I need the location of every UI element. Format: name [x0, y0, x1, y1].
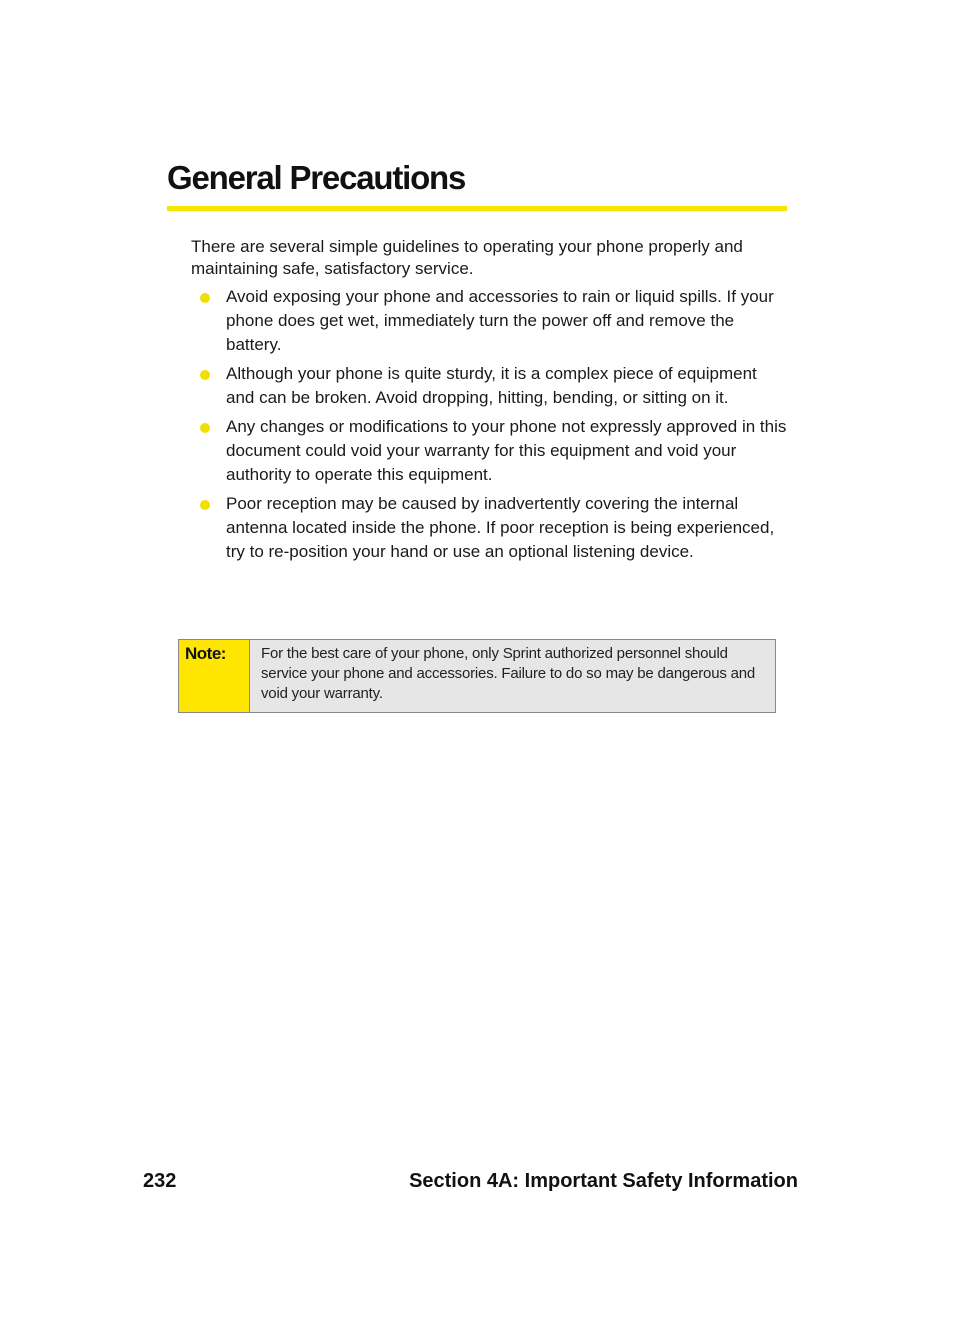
bullet-icon	[200, 500, 210, 510]
bullet-icon	[200, 423, 210, 433]
page-title: General Precautions	[167, 159, 466, 196]
bullet-icon	[200, 370, 210, 380]
list-item-text: Although your phone is quite sturdy, it is a complex piece of equipment and can be broken. Avoid dropping, hitting, bending, or sitting on it.	[226, 364, 757, 407]
precautions-list	[191, 285, 787, 569]
section-title: Section 4A: Important Safety Information	[409, 1170, 798, 1192]
intro-paragraph: There are several simple guidelines to operating your phone properly and maintaining safe, satisfactory service.	[191, 237, 743, 278]
list-item	[191, 285, 787, 357]
note-label: Note:	[185, 644, 226, 663]
note-label-cell	[179, 640, 250, 712]
note-box	[178, 639, 776, 713]
bullet-icon	[200, 293, 210, 303]
list-item	[191, 362, 787, 410]
title-underline	[167, 206, 787, 211]
list-item	[191, 492, 787, 564]
list-item-text: Avoid exposing your phone and accessories to rain or liquid spills. If your phone does get wet, immediately turn the power off and remove the battery.	[226, 287, 774, 354]
page-number: 232	[143, 1170, 177, 1192]
note-text: For the best care of your phone, only Sprint authorized personnel should service your phone and accessories. Failure to do so may be dangerous and void your warranty.	[250, 640, 775, 712]
list-item	[191, 415, 787, 487]
list-item-text: Poor reception may be caused by inadvertently covering the internal antenna located inside the phone. If poor reception is being experienced, try to re-position your hand or use an optional listening device.	[226, 494, 775, 561]
list-item-text: Any changes or modifications to your phone not expressly approved in this document could void your warranty for this equipment and void your authority to operate this equipment.	[226, 417, 787, 484]
